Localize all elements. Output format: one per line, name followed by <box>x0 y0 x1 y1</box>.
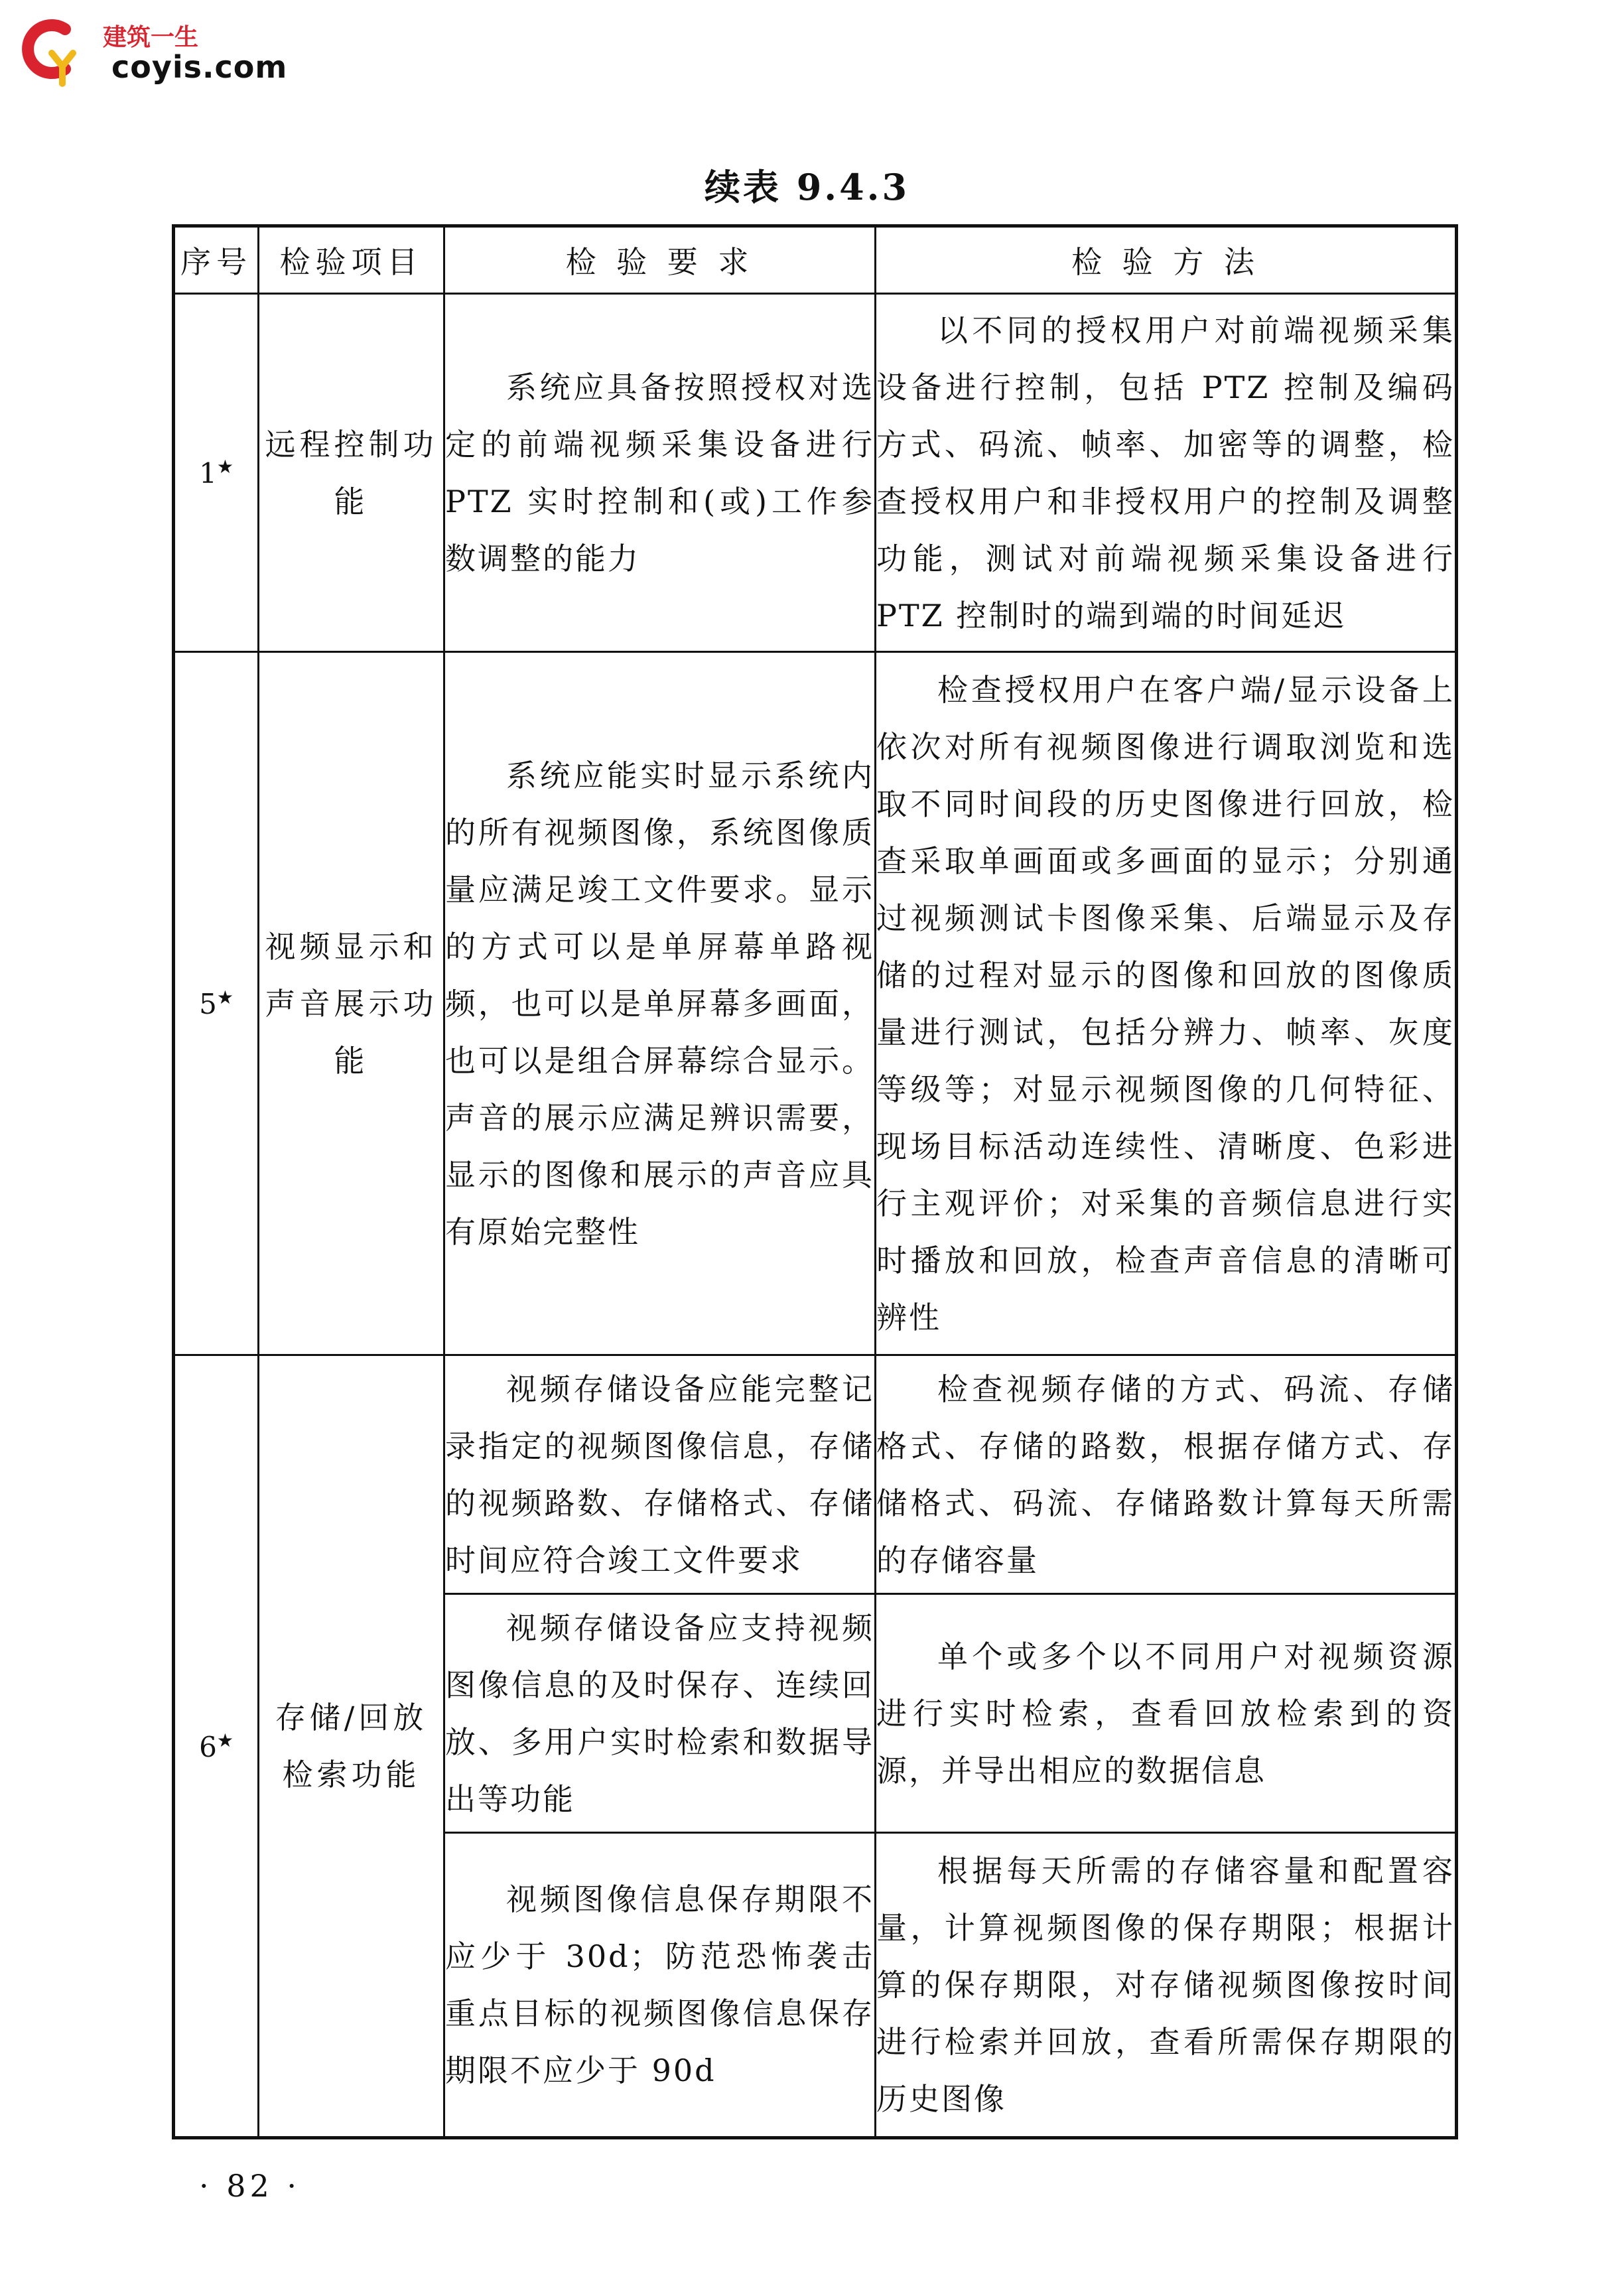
table-row <box>174 1355 1457 1594</box>
logo-url: coyis.com <box>111 49 288 85</box>
inspection-table <box>172 224 1458 2139</box>
table-row <box>174 652 1457 1355</box>
requirement-text: 系统应能实时显示系统内的所有视频图像，系统图像质量应满足竣工文件要求。显示的方式可以是单屏幕单路视频，也可以是单屏幕多画面，也可以是组合屏幕综合显示。声音的展示应满足辨识需要，显示的图像和展示的声音应具有原始完整性 <box>445 757 874 1250</box>
row-seq <box>174 294 259 652</box>
row-method <box>876 652 1457 1355</box>
logo-site-name: 建筑一生 <box>103 24 199 51</box>
row-requirement <box>444 294 876 652</box>
row-method <box>876 294 1457 652</box>
method-text: 检查视频存储的方式、码流、存储格式、存储的路数，根据存储方式、存储格式、码流、存储路数计算每天所需的存储容量 <box>876 1371 1455 1578</box>
seq-number: 5 <box>199 988 217 1020</box>
method-text: 根据每天所需的存储容量和配置容量，计算视频图像的保存期限；根据计算的保存期限，对存储视频图像按时间进行检索并回放，查看所需保存期限的历史图像 <box>876 1853 1455 2117</box>
page-number: · 82 · <box>199 2168 301 2204</box>
header-item: 检验项目 <box>259 226 444 294</box>
row-requirement <box>444 1833 876 2138</box>
logo-cy-icon <box>13 9 93 89</box>
star-mark: ★ <box>216 456 234 478</box>
requirement-text: 视频图像信息保存期限不应少于 30d；防范恐怖袭击重点目标的视频图像信息保存期限不应少于 90d <box>445 1881 874 2088</box>
row-requirement <box>444 1594 876 1833</box>
row-requirement <box>444 652 876 1355</box>
method-text: 检查授权用户在客户端/显示设备上依次对所有视频图像进行调取浏览和选取不同时间段的历史图像进行回放，检查采取单画面或多画面的显示；分别通过视频测试卡图像采集、后端显示及存储的过程对显示的图像和回放的图像质量进行测试，包括分辨力、帧率、灰度等级等；对显示视频图像的几何特征、现场目标活动连续性、清晰度、色彩进行主观评价；对采集的音频信息进行实时播放和回放，检查声音信息的清晰可辨性 <box>876 671 1455 1335</box>
method-text: 以不同的授权用户对前端视频采集设备进行控制，包括 PTZ 控制及编码方式、码流、帧率、加密等的调整，检查授权用户和非授权用户的控制及调整功能，测试对前端视频采集设备进行 PTZ 控制时的端到端的时间延迟 <box>876 312 1455 634</box>
row-item: 视频显示和声音展示功能 <box>259 652 444 1355</box>
site-logo <box>13 9 292 89</box>
row-item: 存储/回放检索功能 <box>259 1355 444 2138</box>
row-method <box>876 1355 1457 1594</box>
header-row <box>174 226 1457 294</box>
table-row <box>174 294 1457 652</box>
header-seq: 序号 <box>174 226 259 294</box>
requirement-text: 视频存储设备应能完整记录指定的视频图像信息，存储的视频路数、存储格式、存储时间应符合竣工文件要求 <box>445 1371 874 1578</box>
requirement-text: 系统应具备按照授权对选定的前端视频采集设备进行 PTZ 实时控制和(或)工作参数调整的能力 <box>445 369 874 576</box>
star-mark: ★ <box>216 1729 234 1751</box>
row-requirement <box>444 1355 876 1594</box>
row-item: 远程控制功能 <box>259 294 444 652</box>
star-mark: ★ <box>216 986 234 1008</box>
row-seq <box>174 652 259 1355</box>
table-title: 续表 9.4.3 <box>704 166 910 208</box>
seq-number: 6 <box>199 1730 217 1763</box>
header-requirement: 检 验 要 求 <box>444 226 876 294</box>
requirement-text: 视频存储设备应支持视频图像信息的及时保存、连续回放、多用户实时检索和数据导出等功能 <box>445 1609 874 1817</box>
row-method <box>876 1833 1457 2138</box>
row-method <box>876 1594 1457 1833</box>
header-method: 检 验 方 法 <box>876 226 1457 294</box>
row-seq <box>174 1355 259 2138</box>
method-text: 单个或多个以不同用户对视频资源进行实时检索，查看回放检索到的资源，并导出相应的数据信息 <box>876 1638 1455 1789</box>
seq-number: 1 <box>199 457 217 490</box>
